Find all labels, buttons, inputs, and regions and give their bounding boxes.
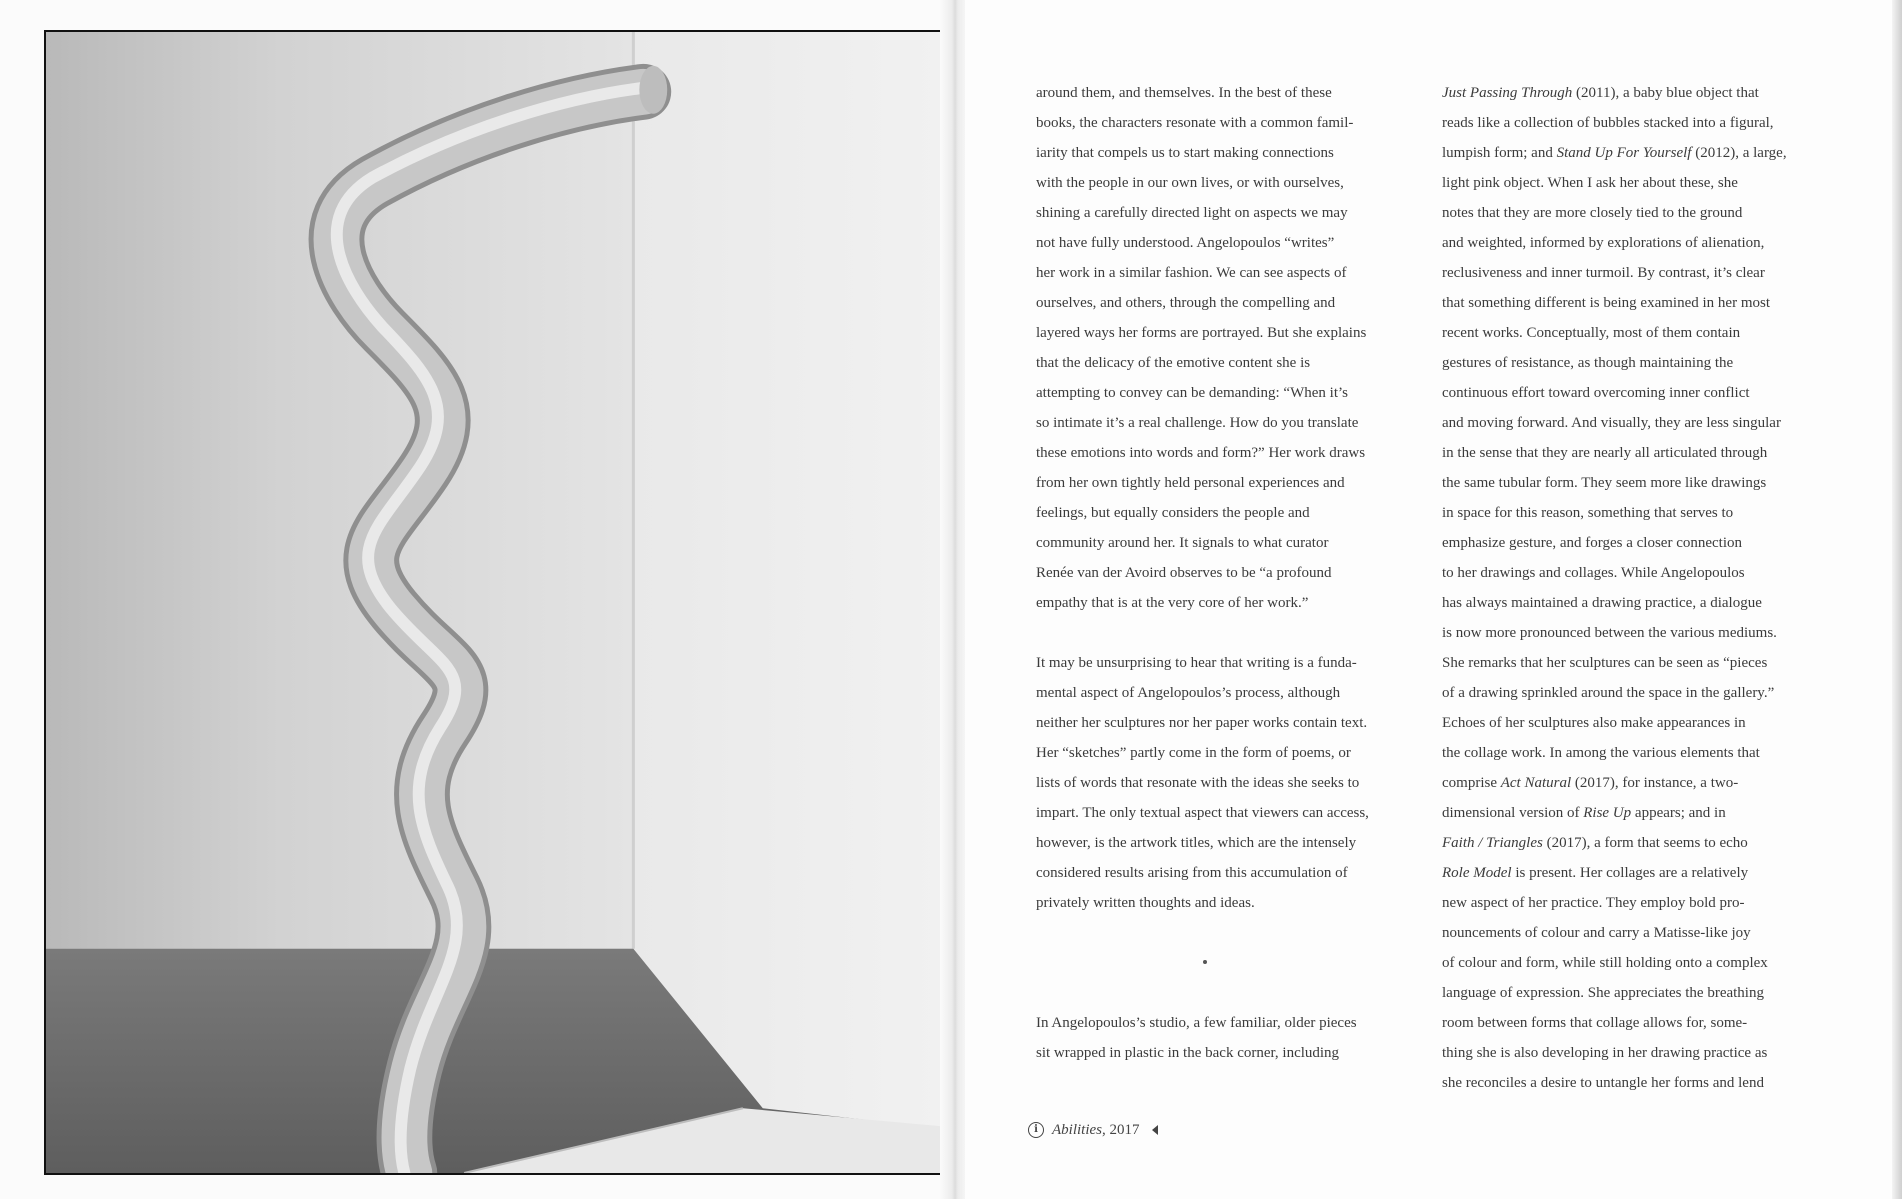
sculpture-photo [44, 30, 942, 1175]
text-line [1442, 738, 1832, 768]
text-line [1442, 618, 1832, 648]
text-run: room between forms that collage allows for, some- [1442, 1015, 1748, 1031]
text-run: emphasize gesture, and forges a closer connection [1442, 535, 1743, 551]
text-line: books, the characters resonate with a common famil- [1036, 115, 1354, 131]
text-line: neither her sculptures nor her paper works contain text. [1036, 715, 1368, 731]
text-run: the same tubular form. They seem more like drawings [1442, 475, 1767, 491]
text-line [1442, 1068, 1832, 1098]
text-run: the collage work. In among the various elements that [1442, 745, 1760, 761]
info-icon: i [1028, 1122, 1044, 1138]
paragraph-3 [1036, 1008, 1426, 1068]
text-line [1442, 108, 1832, 138]
text-line [1442, 228, 1832, 258]
text-run: to her drawings and collages. While Angelopoulos [1442, 565, 1745, 581]
text-line: iarity that compels us to start making connections [1036, 145, 1334, 161]
text-line: around them, and themselves. In the best of these [1036, 85, 1332, 101]
text-run: in the sense that they are nearly all articulated through [1442, 445, 1768, 461]
text-run: dimensional version of [1442, 805, 1584, 821]
text-line: not have fully understood. Angelopoulos “writes” [1036, 235, 1335, 251]
text-run: that something different is being examined in her most [1442, 295, 1770, 311]
text-line [1442, 408, 1832, 438]
paragraph-4 [1442, 78, 1832, 1098]
text-run: lumpish form; and [1442, 145, 1557, 161]
text-line: sit wrapped in plastic in the back corner, including [1036, 1045, 1340, 1061]
text-line: mental aspect of Angelopoulos’s process, although [1036, 685, 1341, 701]
text-line [1442, 168, 1832, 198]
text-line: shining a carefully directed light on aspects we may [1036, 205, 1348, 221]
caption-year: , 2017 [1102, 1121, 1140, 1138]
text-line: these emotions into words and form?” Her work draws [1036, 445, 1366, 461]
text-line: privately written thoughts and ideas. [1036, 895, 1255, 911]
text-line [1442, 678, 1832, 708]
text-column-right [1442, 78, 1832, 1098]
text-line: In Angelopoulos’s studio, a few familiar, older pieces [1036, 1015, 1357, 1031]
text-run: thing she is also developing in her drawing practice as [1442, 1045, 1768, 1061]
text-line [1442, 438, 1832, 468]
text-line: layered ways her forms are portrayed. But she explains [1036, 325, 1367, 341]
back-wall [46, 32, 633, 949]
text-line [1442, 768, 1832, 798]
text-run: (2017), a form that seems to echo [1542, 835, 1748, 851]
tube-end [639, 66, 667, 114]
text-run: gestures of resistance, as though maintaining the [1442, 355, 1734, 371]
text-line: Renée van der Avoird observes to be “a profound [1036, 565, 1332, 581]
text-run: continuous effort toward overcoming inner conflict [1442, 385, 1750, 401]
text-line [1442, 948, 1832, 978]
paragraph-2 [1036, 648, 1426, 918]
text-run: and weighted, informed by explorations of alienation, [1442, 235, 1765, 251]
text-run: appears; and in [1631, 805, 1726, 821]
text-line: lists of words that resonate with the ideas she seeks to [1036, 775, 1360, 791]
left-pointer-icon [1152, 1125, 1158, 1135]
text-run: Echoes of her sculptures also make appearances in [1442, 715, 1746, 731]
photo-caption [1028, 1115, 1158, 1145]
text-line [1442, 318, 1832, 348]
text-run: nouncements of colour and carry a Matisse-like joy [1442, 925, 1751, 941]
caption-title: Abilities [1052, 1121, 1102, 1138]
text-line: considered results arising from this accumulation of [1036, 865, 1348, 881]
text-run: reclusiveness and inner turmoil. By contrast, it’s clear [1442, 265, 1765, 281]
artwork-title: Role Model [1442, 865, 1512, 881]
text-line [1442, 528, 1832, 558]
text-run: new aspect of her practice. They employ bold pro- [1442, 895, 1745, 911]
text-line: ourselves, and others, through the compelling and [1036, 295, 1336, 311]
text-run: light pink object. When I ask her about these, she [1442, 175, 1738, 191]
artwork-title: Rise Up [1583, 805, 1632, 821]
text-line [1442, 378, 1832, 408]
text-line [1442, 708, 1832, 738]
text-run: is now more pronounced between the various mediums. [1442, 625, 1777, 641]
text-run: (2011), a baby blue object that [1572, 85, 1759, 101]
artwork-title: Stand Up For Yourself [1556, 145, 1692, 161]
text-line [1442, 588, 1832, 618]
text-line: community around her. It signals to what curator [1036, 535, 1329, 551]
text-line [1442, 888, 1832, 918]
text-run: language of expression. She appreciates the breathing [1442, 985, 1764, 1001]
text-line [1442, 78, 1832, 108]
text-run: she reconciles a desire to untangle her forms and lend [1442, 1075, 1764, 1091]
text-line: so intimate it’s a real challenge. How do you translate [1036, 415, 1359, 431]
artwork-title: Just Passing Through [1442, 85, 1573, 101]
artwork-title: Act Natural [1500, 775, 1572, 791]
text-line [1442, 288, 1832, 318]
text-run: and moving forward. And visually, they are less singular [1442, 415, 1781, 431]
text-line [1442, 828, 1832, 858]
text-line: with the people in our own lives, or with ourselves, [1036, 175, 1344, 191]
text-line [1442, 258, 1832, 288]
artwork-title: Faith / Triangles [1442, 835, 1543, 851]
text-run: She remarks that her sculptures can be seen as “pieces [1442, 655, 1768, 671]
text-line [1442, 648, 1832, 678]
text-line [1442, 138, 1832, 168]
text-column-left [1036, 78, 1426, 1068]
text-line [1442, 858, 1832, 888]
text-run: of a drawing sprinkled around the space in the gallery.” [1442, 685, 1775, 701]
text-line: empathy that is at the very core of her work.” [1036, 595, 1309, 611]
text-line: from her own tightly held personal experiences and [1036, 475, 1345, 491]
text-run: (2017), for instance, a two- [1571, 775, 1739, 791]
text-line: that the delicacy of the emotive content she is [1036, 355, 1311, 371]
text-run: recent works. Conceptually, most of them contain [1442, 325, 1741, 341]
text-run: has always maintained a drawing practice, a dialogue [1442, 595, 1762, 611]
page-edge [1892, 0, 1902, 1199]
text-run: in space for this reason, something that serves to [1442, 505, 1734, 521]
text-line [1442, 558, 1832, 588]
text-run: notes that they are more closely tied to the ground [1442, 205, 1743, 221]
text-line: Her “sketches” partly come in the form of poems, or [1036, 745, 1351, 761]
text-line [1442, 498, 1832, 528]
section-separator-dot [1203, 960, 1207, 964]
text-line: It may be unsurprising to hear that writing is a funda- [1036, 655, 1357, 671]
text-line [1442, 918, 1832, 948]
text-run: reads like a collection of bubbles stacked into a figural, [1442, 115, 1774, 131]
sculpture-photo-drawing [46, 32, 940, 1173]
paragraph-1 [1036, 78, 1426, 618]
text-line [1442, 798, 1832, 828]
text-line [1442, 978, 1832, 1008]
text-run: is present. Her collages are a relatively [1511, 865, 1749, 881]
text-run: comprise [1442, 775, 1501, 791]
text-line [1442, 468, 1832, 498]
text-run: of colour and form, while still holding onto a complex [1442, 955, 1768, 971]
text-line [1442, 1008, 1832, 1038]
side-wall [633, 32, 940, 1173]
text-line: attempting to convey can be demanding: “When it’s [1036, 385, 1348, 401]
text-line [1442, 348, 1832, 378]
text-line [1442, 1038, 1832, 1068]
text-run: (2012), a large, [1691, 145, 1787, 161]
text-line: however, is the artwork titles, which are the intensely [1036, 835, 1357, 851]
text-line [1442, 198, 1832, 228]
text-line: her work in a similar fashion. We can see aspects of [1036, 265, 1347, 281]
text-line: feelings, but equally considers the people and [1036, 505, 1310, 521]
text-line: impart. The only textual aspect that viewers can access, [1036, 805, 1369, 821]
